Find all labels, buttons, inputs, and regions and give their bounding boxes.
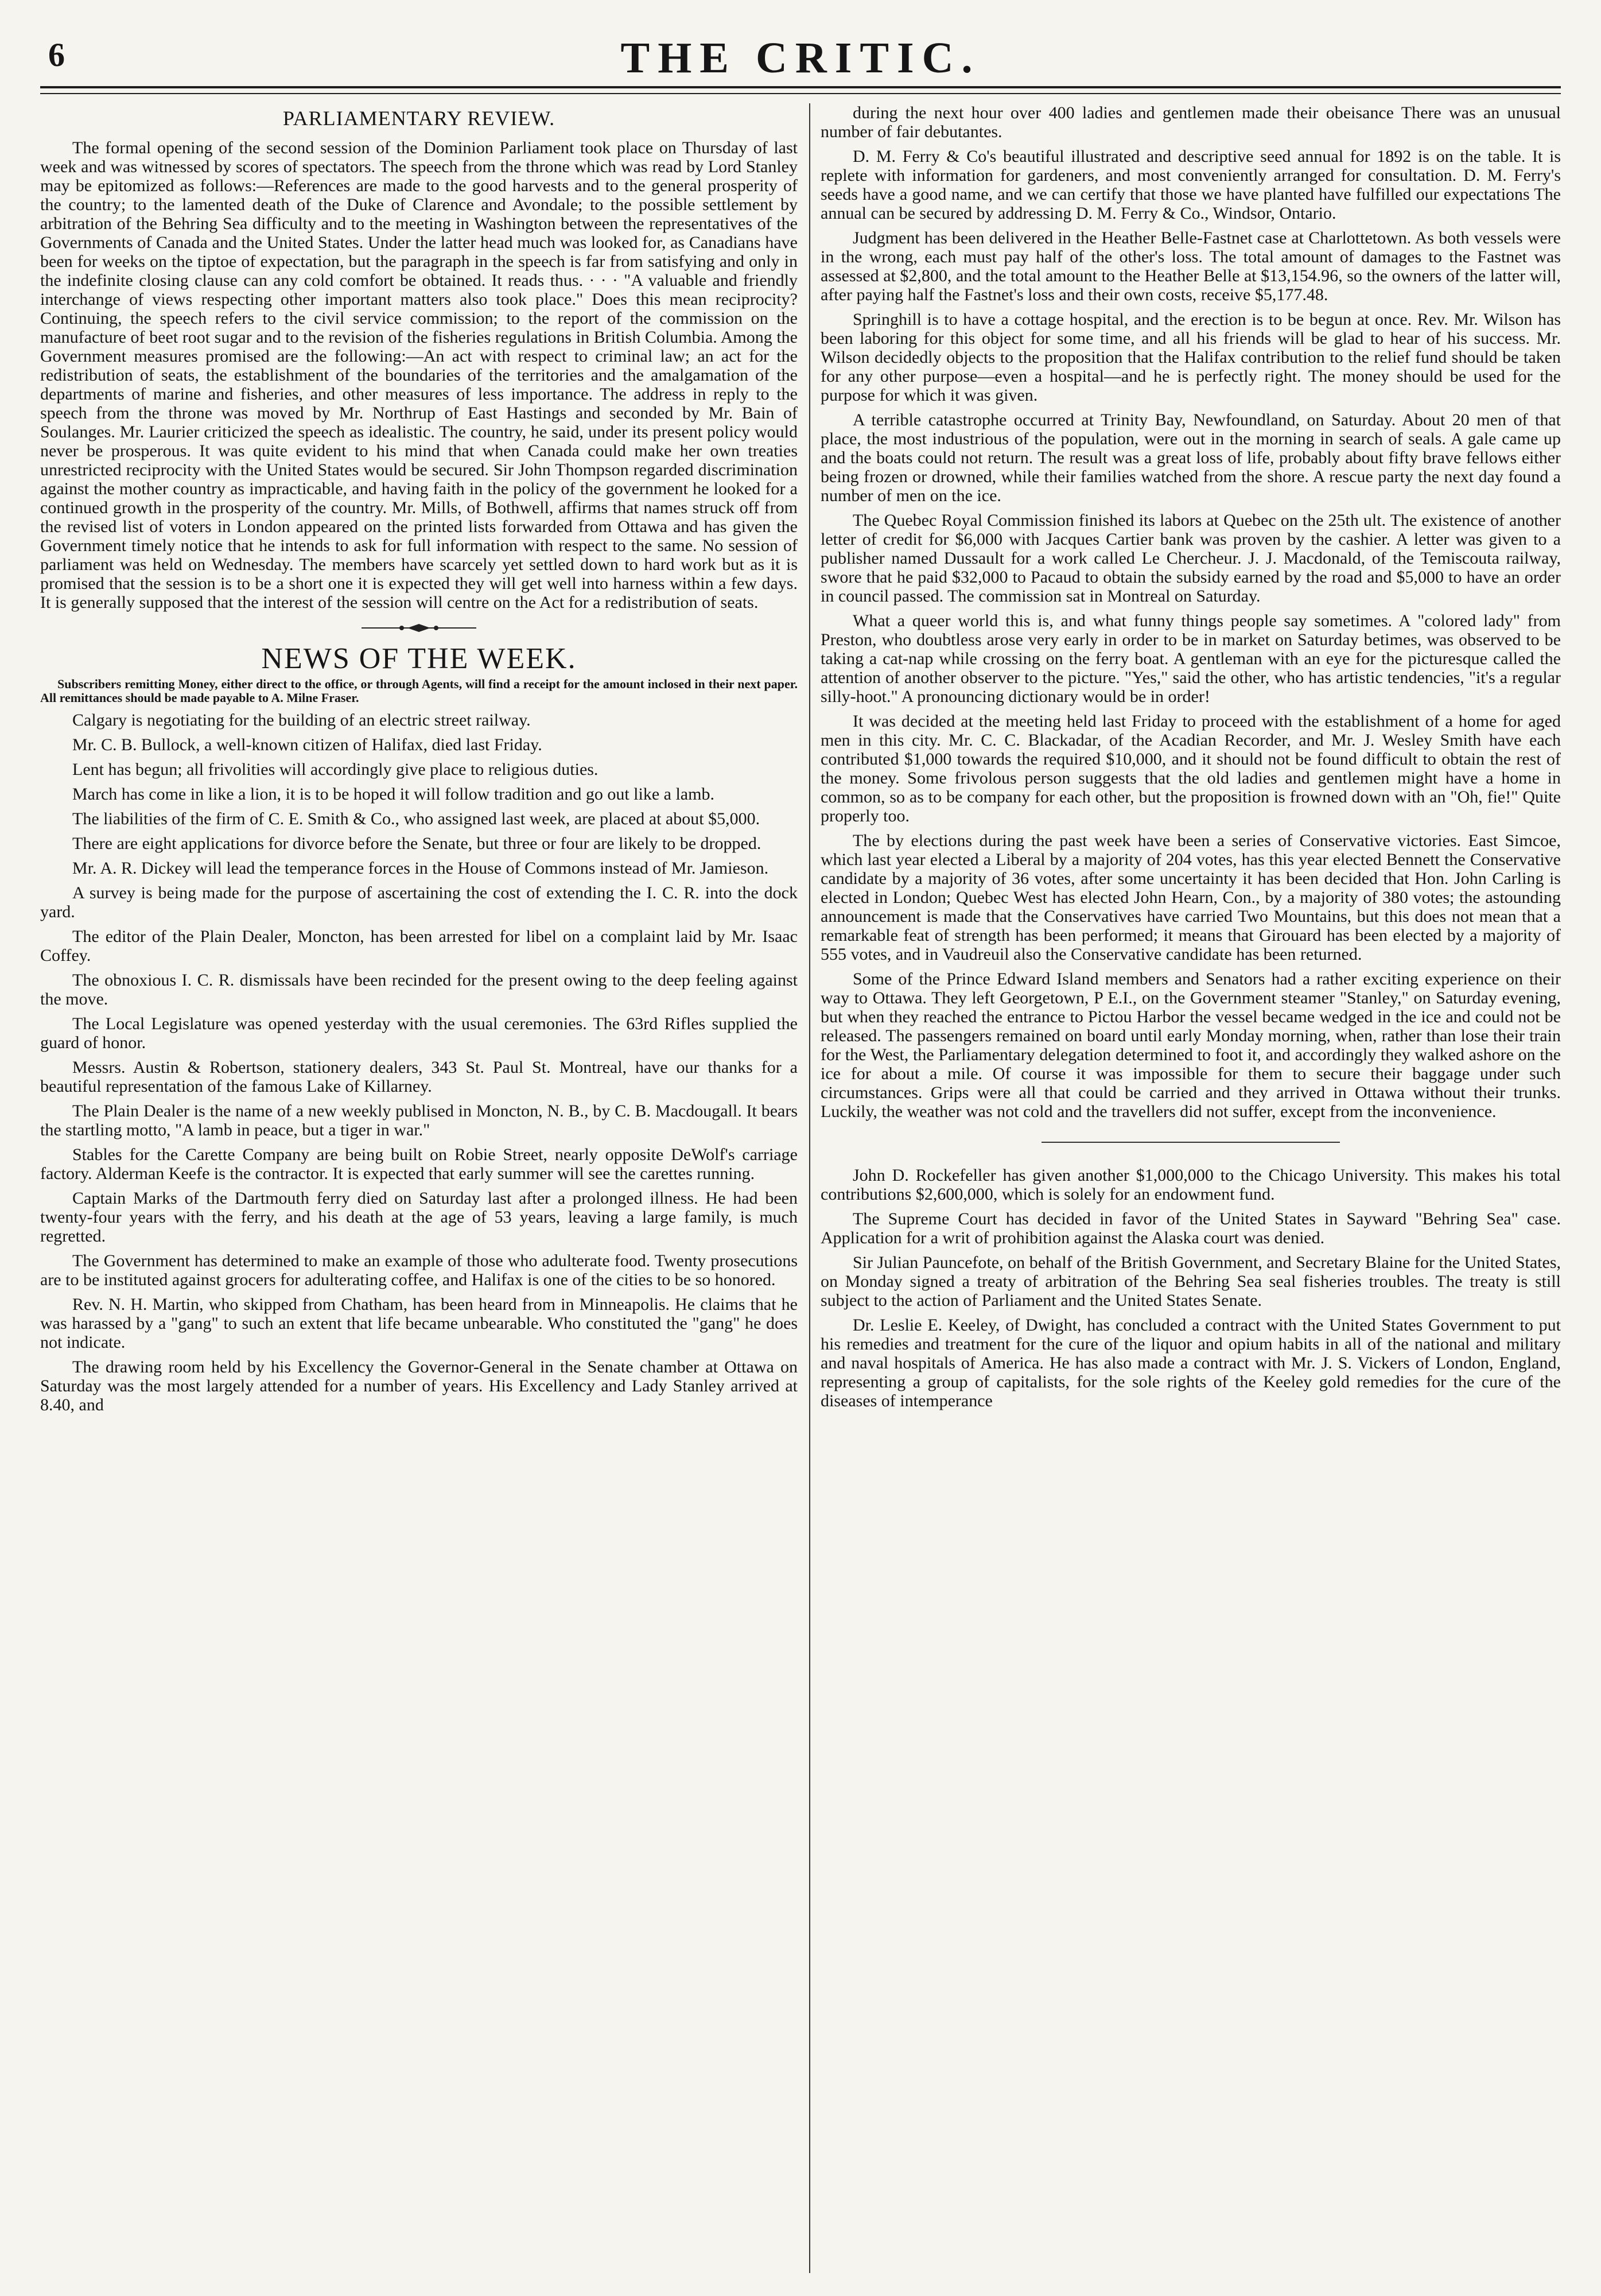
news-paragraph: Some of the Prince Edward Island members and Senators had a rather exciting experience on their way to Ottawa. They left Georgetown, P E.I., on the Government steamer "Stanley," on Saturday evening, but when they reached the entrance to Pictou Harbor the vessel became wedged in the ice and could not be released. The passengers remained on board until early Monday morning, when, rather than lose their train for the West, the Parliamentary delegation determined to foot it, and accordingly they walked ashore on the ice for about a mile. Of course it was impossible for them to secure their baggage under such circumstances. Grips were all that could be carried and they arrived in Ottawa without their trunks. Luckily, the weather was not cold and the travellers did not suffer, except from the inconvenience.: [821, 969, 1561, 1121]
news-item: March has come in like a lion, it is to be hoped it will follow tradition and go out like a lamb.: [72, 785, 714, 804]
news-item: Calgary is negotiating for the building of an electric street railway.: [72, 711, 531, 730]
page-title: THE CRITIC.: [620, 34, 981, 82]
news-paragraph: The by elections during the past week have been a series of Conservative victories. East Simcoe, which last year elected a Liberal by a majority of 204 votes, has this year elected Bennett the Conservative candidate by a majority of 36 votes, after some uncertainty it has been decided that Hon. John Carling is elected in London; Quebec West has elected John Hearn, Con., by a majority of 380 votes; the astounding announcement is made that the Conservatives have carried Two Mountains, but this does not mean that a remarkable feat of strength has been performed; it means that Girouard has been elected by a majority of 555 votes, and in Vaudreuil also the Conservative candidate has been returned.: [821, 831, 1561, 964]
right-paragraphs-after-rule: [821, 1166, 1561, 1410]
news-item: The Plain Dealer is the name of a new weekly publised in Moncton, N. B., by C. B. Macdougall. It bears the startling motto, "A lamb in peace, but a tiger in war.": [40, 1102, 798, 1139]
news-paragraph: Judgment has been delivered in the Heather Belle-Fastnet case at Charlottetown. As both vessels were in the wrong, each must pay half of the other's loss. The total amount of damages to the Fastnet was assessed at $2,800, and the total amount to the Heather Belle at $13,154.96, so the owners of the latter will, after paying half the Fastnet's loss and their own costs, receive $5,177.48.: [821, 228, 1561, 304]
news-item: Messrs. Austin & Robertson, stationery dealers, 343 St. Paul St. Montreal, have our thanks for a beautiful representation of the famous Lake of Killarney.: [40, 1058, 798, 1096]
news-item: The drawing room held by his Excellency the Governor-General in the Senate chamber at Ottawa on Saturday was the most largely attended for a number of years. His Excellency and Lady Stanley arrived at 8.40, and: [40, 1358, 798, 1414]
news-item: A survey is being made for the purpose of ascertaining the cost of extending the I. C. R. into the dock yard.: [40, 883, 798, 921]
masthead: [40, 0, 1561, 88]
parliamentary-review-heading: PARLIAMENTARY REVIEW.: [282, 107, 555, 130]
news-paragraph: A terrible catastrophe occurred at Trinity Bay, Newfoundland, on Saturday. About 20 men of that place, the most industrious of the population, were out in the morning in search of seals. A gale came up and the boats could not return. The result was a great loss of life, probably about fifty brave fellows either being frozen or drowned, while their families watched from the shore. A rescue party the next day found a number of men on the ice.: [821, 410, 1561, 505]
news-paragraph: D. M. Ferry & Co's beautiful illustrated and descriptive seed annual for 1892 is on the table. It is replete with information for gardeners, and most conveniently arranged for consultation. D. M. Ferry's seeds have a good name, and we can certify that those we have planted have fulfilled our expectations The annual can be secured by addressing D. M. Ferry & Co., Windsor, Ontario.: [821, 147, 1561, 223]
right-paragraphs: [821, 103, 1561, 1121]
news-item: Captain Marks of the Dartmouth ferry died on Saturday last after a prolonged illness. He had been twenty-four years with the ferry, and his death at the age of 53 years, leaving a large family, is much regretted.: [40, 1189, 798, 1246]
page-number: 6: [48, 36, 65, 73]
news-item: Rev. N. H. Martin, who skipped from Chatham, has been heard from in Minneapolis. He claims that he was harassed by a "gang" to such an extent that life became unbearable. Who constituted the "gang" he does not indicate.: [40, 1295, 798, 1352]
news-paragraph: Springhill is to have a cottage hospital, and the erection is to be begun at once. Rev. Mr. Wilson has been laboring for this object for some time, and all his friends will be glad to hear of his success. Mr. Wilson decidedly objects to the proposition that the Halifax contribution to the relief fund should be taken for any other purpose—even a hospital—and he is perfectly right. The money should be used for the purpose for which it was given.: [821, 310, 1561, 405]
news-item: Mr. A. R. Dickey will lead the temperance forces in the House of Commons instead of Mr. Jamieson.: [72, 859, 769, 878]
subscriber-notice: Subscribers remitting Money, either direct to the office, or through Agents, will find a receipt for the amount inclosed in their next paper. All remittances should be made payable to A. Milne Fraser.: [40, 677, 798, 705]
news-item: There are eight applications for divorce before the Senate, but three or four are likely to be dropped.: [72, 834, 761, 853]
news-paragraph: What a queer world this is, and what funny things people say sometimes. A "colored lady" from Preston, who doubtless arose very early in order to be in market on Saturday betimes, was observed to be taking a cat-nap while crossing on the ferry boat. A gentleman with an eye for the picturesque called the attention of another observer to the picture. "Yes," said the other, who has artistic tendencies, "it's a regular silly-hoot." A pronouncing dictionary would be in order!: [821, 611, 1561, 706]
news-item: Mr. C. B. Bullock, a well-known citizen of Halifax, died last Friday.: [72, 735, 542, 754]
news-item: Stables for the Carette Company are being built on Robie Street, nearly opposite DeWolf's carriage factory. Alderman Keefe is the contractor. It is expected that early summer will see the carettes running.: [40, 1145, 798, 1183]
news-paragraph: during the next hour over 400 ladies and gentlemen made their obeisance There was an unusual number of fair debutantes.: [821, 103, 1561, 141]
news-paragraph: The Supreme Court has decided in favor of the United States in Sayward "Behring Sea" case. Application for a writ of prohibition against the Alaska court was denied.: [821, 1209, 1561, 1247]
right-column: [821, 103, 1561, 2273]
section-ornament: [40, 618, 798, 637]
article-columns: [40, 103, 1561, 2273]
news-paragraph: The Quebec Royal Commission finished its labors at Quebec on the 25th ult. The existence of another letter of credit for $6,000 with Jacques Cartier bank was proven by the cashier. A letter was given to a publisher named Dussault for a work called Le Chercheur. J. J. Macdonald, of the Temiscouta railway, swore that he paid $32,000 to Pacaud to obtain the subsidy earned by the road and $5,000 to have an order in council passed. The commission sat in Montreal on Saturday.: [821, 511, 1561, 606]
news-paragraph: Dr. Leslie E. Keeley, of Dwight, has concluded a contract with the United States Government to put his remedies and treatment for the cure of the liquor and opium habits in all of the national and military and naval hospitals of America. He has also made a contract with Mr. J. S. Vickers of London, England, representing a group of capitalists, for the sole rights of the Keeley gold remedies for the cure of the diseases of intemperance: [821, 1316, 1561, 1410]
news-item: Lent has begun; all frivolities will accordingly give place to religious duties.: [72, 760, 599, 779]
parliamentary-review-text: The formal opening of the second session of the Dominion Parliament took place on Thursday of last week and was witnessed by scores of spectators. The speech from the throne which was read by Lord Stanley may be epitomized as follows:—References are made to the good harvests and to the general prosperity of the country; to the lamented death of the Duke of Clarence and Avondale; to the possible settlement by arbitration of the Behring Sea difficulty and to the meeting in Washington between the representatives of the Governments of Canada and the United States. Under the latter head much was looked for, as Canadians have been for weeks on the tiptoe of expectation, but the paragraph in the speech is far from satisfying and only in the indefinite closing clause can any cold comfort be obtained. It reads thus. · · · "A valuable and friendly interchange of views respecting other important matters also took place." Does this mean reciprocity? Continuing, the speech refers to the civil service commission; to the report of the commission on the manufacture of beet root sugar and to the revision of the fisheries regulations in British Columbia. Among the Government measures promised are the following:—An act with respect to criminal law; an act for the redistribution of seats, the establishment of the boundaries of the territories and the amalgamation of the departments of marine and fisheries, and other measures of less importance. The address in reply to the speech from the throne was moved by Mr. Northrup of East Hastings and seconded by Mr. Bain of Soulanges. Mr. Laurier criticized the speech as idealistic. The country, he said, under its present policy would never be prosperous. It was quite evident to his mind that when Canada could make her own treaties unrestricted reciprocity with the United States would be secured. Sir John Thompson regarded discrimination against the mother country as impracticable, and having faith in the policy of the government he looked for a continued growth in the prosperity of the country. Mr. Mills, of Bothwell, affirms that names struck off from the revised list of voters in London appeared on the printed lists forwarded from Ottawa and has given the Government timely notice that he intends to ask for full information with respect to the same. No session of parliament was held on Wednesday. The members have scarcely yet settled down to hard work but as it is promised that the session is to be a short one it is expected they will get well into harness within a few days. It is generally supposed that the interest of the session will centre on the Act for a redistribution of seats.: [40, 138, 798, 612]
news-item: The Local Legislature was opened yesterday with the usual ceremonies. The 63rd Rifles supplied the guard of honor.: [40, 1014, 798, 1052]
news-paragraph: Sir Julian Pauncefote, on behalf of the British Government, and Secretary Blaine for the United States, on Monday signed a treaty of arbitration of the Behring Sea seal fisheries troubles. The treaty is still subject to the action of Parliament and the United States Senate.: [821, 1253, 1561, 1310]
section-rule: [1042, 1142, 1340, 1143]
left-column: [40, 103, 798, 2273]
news-paragraph: John D. Rockefeller has given another $1,000,000 to the Chicago University. This makes his total contributions $2,600,000, which is solely for an endowment fund.: [821, 1166, 1561, 1204]
news-paragraph: It was decided at the meeting held last Friday to proceed with the establishment of a home for aged men in this city. Mr. C. C. Blackadar, of the Acadian Recorder, and Mr. J. Wesley Smith have each contributed $1,000 towards the required $10,000, and it should not be found difficult to obtain the rest of the money. Some frivolous person suggests that the old ladies and gentlemen might have a home in common, so as to be company for each other, but the proposition is frowned down with an "Oh, fie!" Quite properly too.: [821, 712, 1561, 825]
news-items-list: [40, 711, 798, 1414]
masthead-rule: [40, 93, 1561, 94]
news-item: The obnoxious I. C. R. dismissals have been recinded for the present owing to the deep feeling against the move.: [40, 971, 798, 1009]
news-item: The editor of the Plain Dealer, Moncton, has been arrested for libel on a complaint laid by Mr. Isaac Coffey.: [40, 927, 798, 965]
column-divider: [809, 103, 810, 2273]
news-item: The liabilities of the firm of C. E. Smith & Co., who assigned last week, are placed at about $5,000.: [72, 809, 760, 828]
news-of-the-week-heading: NEWS OF THE WEEK.: [261, 642, 577, 675]
news-item: The Government has determined to make an example of those who adulterate food. Twenty prosecutions are to be instituted against grocers for adulterating coffee, and Halifax is one of the cities to be so honored.: [40, 1251, 798, 1289]
